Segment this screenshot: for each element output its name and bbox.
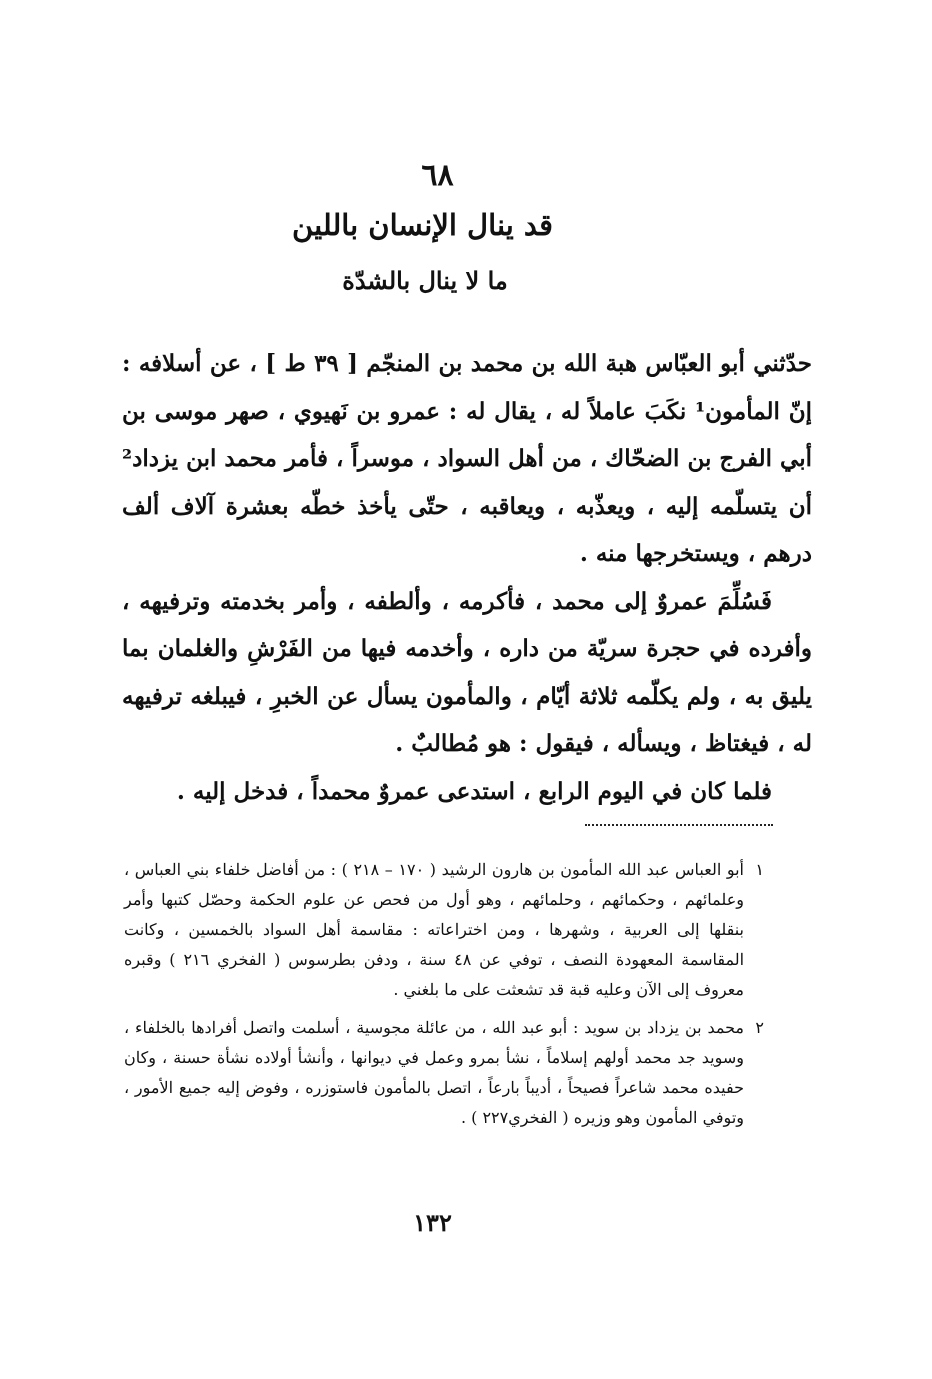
footnote-text: أبو العباس عبد الله المأمون بن هارون الرشيد ( ١٧٠ – ٢١٨ ) : من أفاضل خلفاء بني العباس ، وعلمائهم ، وحكمائهم ، وحلمائهم ، وهو أول من فحص عن علوم الحكمة وحصّل كتبها وأمر بنقلها إلى العربية ، وشهرها ، ومن اختراعاته : مقاسمة أهل السواد بالخمسين ، وكانت المقاسمة المعهودة النصف ، توفي عن ٤٨ سنة ، ودفن بطرسوس ( الفخري ٢١٦ ) وقبره معروف إلى الآن وعليه قبة قد تشعثت على ما بلغني . xyxy=(124,860,745,999)
page-number: ١٣٢ xyxy=(413,1208,452,1237)
body-paragraph: حدّثني أبو العبّاس هبة الله بن محمد بن المنجّم [ ٣٩ ط ] ، عن أسلافه : إنّ المأمون¹ نكَبَ عاملاً له ، يقال له : عمرو بن نَهيوي ، صهر موسى بن أبي الفرج بن الضحّاك ، من أهل السواد ، موسراً ، فأمر محمد ابن يزداد² أن يتسلّمه إليه ، ويعذّبه ، ويعاقبه ، حتّى يأخذ خطّه بعشرة آلاف ألف درهم ، ويستخرجها منه . xyxy=(122,350,812,567)
story-subtitle: ما لا ينال بالشدّة xyxy=(342,266,508,295)
story-title: قد ينال الإنسان باللين xyxy=(292,208,553,242)
footnote xyxy=(124,1013,764,1133)
story-body xyxy=(122,340,812,815)
footnotes xyxy=(124,855,764,1141)
story-number: ٦٨ xyxy=(421,158,454,193)
body-paragraph: فلما كان في اليوم الرابع ، استدعى عمروٌ محمداً ، فدخل إليه . xyxy=(176,777,772,805)
body-paragraph: فَسُلِّمَ عمروٌ إلى محمد ، فأكرمه ، وألطفه ، وأمر بخدمته وترفيهه ، وأفرده في حجرة سريّة من داره ، وأخدمه فيها من الفَرْشِ والغلمان بما يليق به ، ولم يكلّمه ثلاثة أيّام ، والمأمون يسأل عن الخبرِ ، فيبلغه ترفيهه له ، فيغتاظ ، ويسأله ، فيقول : هو مُطالبٌ . xyxy=(122,587,812,757)
footnote-number: ١ xyxy=(755,860,764,879)
footnote xyxy=(124,855,764,1005)
footnote-separator xyxy=(585,824,773,826)
footnote-number: ٢ xyxy=(755,1018,764,1037)
footnote-text: محمد بن يزداد بن سويد : أبو عبد الله ، من عائلة مجوسية ، أسلمت واتصل أفرادها بالخلفاء ، وسويد جد محمد أولهم إسلاماً ، نشأ بمرو وعمل في ديوانها ، وأنشأ أولاده نشأة حسنة ، وكان حفيده محمد شاعراً فصيحاً ، أديباً بارعاً ، اتصل بالمأمون فاستوزره ، وفوض إليه جميع الأمور ، وتوفي المأمون وهو وزيره ( الفخري٢٢٧ ) . xyxy=(124,1018,744,1127)
